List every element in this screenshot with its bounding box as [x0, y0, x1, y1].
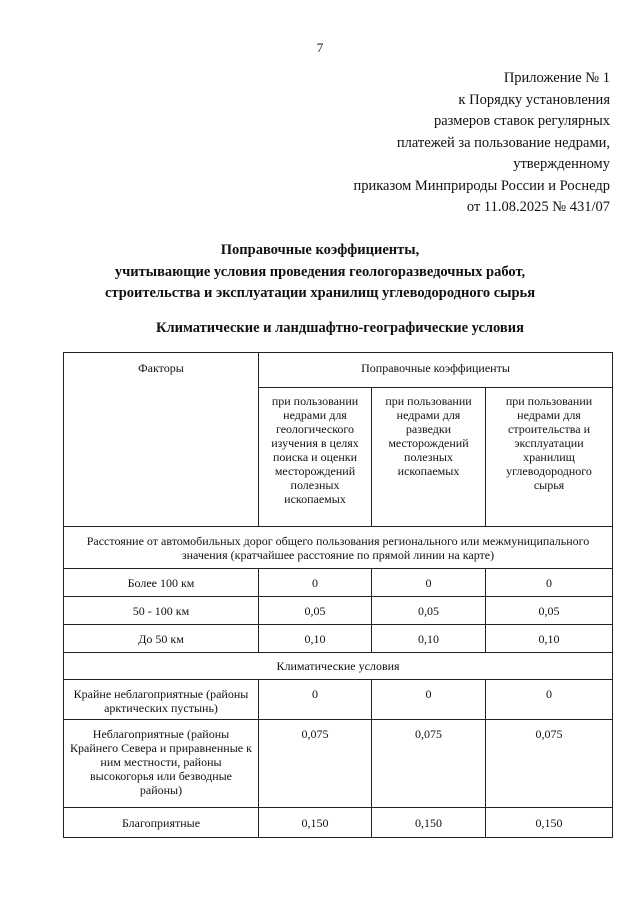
- appendix-line: приказом Минприроды России и Роснедр: [353, 177, 610, 194]
- row-value: 0,05: [372, 597, 486, 625]
- row-factor: Благоприятные: [64, 808, 259, 838]
- row-value: 0,075: [486, 720, 613, 808]
- row-value: 0,05: [486, 597, 613, 625]
- appendix-line: платежей за пользование недрами,: [396, 134, 610, 151]
- appendix-block: [290, 68, 610, 219]
- group-header-road-distance: Расстояние от автомобильных дорог общего пользования регионального или межмуниципального значения (кратчайшее расстояние по прямой линии на карте): [64, 527, 613, 569]
- group-header-climate: Климатические условия: [64, 653, 613, 680]
- appendix-line: к Порядку установления: [458, 91, 610, 108]
- appendix-line: Приложение № 1: [503, 70, 610, 86]
- section-title: Климатические и ландшафтно-географические условия: [156, 320, 524, 336]
- row-value: 0,10: [486, 625, 613, 653]
- coefficients-table: [63, 352, 613, 838]
- header-factors: Факторы: [64, 353, 259, 527]
- page-number: 7: [316, 40, 324, 55]
- row-value: 0: [259, 680, 372, 720]
- row-factor: Более 100 км: [64, 569, 259, 597]
- header-col-storage: при пользовании недрами для строительства и эксплуатации хранилищ углеводородного сырья: [486, 388, 613, 527]
- row-value: 0,075: [372, 720, 486, 808]
- row-value: 0: [259, 569, 372, 597]
- title-line: строительства и эксплуатации хранилищ углеводородного сырья: [104, 285, 536, 301]
- row-factor: Крайне неблагоприятные (районы арктических пустынь): [64, 680, 259, 720]
- row-value: 0,10: [372, 625, 486, 653]
- row-value: 0,10: [259, 625, 372, 653]
- row-value: 0: [486, 569, 613, 597]
- row-value: 0: [372, 569, 486, 597]
- header-col-prospecting: при пользовании недрами для разведки месторождений полезных ископаемых: [372, 388, 486, 527]
- title-line: Поправочные коэффициенты,: [220, 242, 420, 258]
- row-factor: 50 - 100 км: [64, 597, 259, 625]
- row-value: 0,150: [259, 808, 372, 838]
- title-line: учитывающие условия проведения геологоразведочных работ,: [114, 263, 526, 280]
- appendix-line: от 11.08.2025 № 431/07: [466, 199, 610, 215]
- appendix-line: размеров ставок регулярных: [434, 113, 610, 129]
- row-value: 0,150: [486, 808, 613, 838]
- appendix-line: утвержденному: [513, 156, 610, 172]
- row-value: 0,150: [372, 808, 486, 838]
- row-value: 0: [372, 680, 486, 720]
- row-factor: Неблагоприятные (районы Крайнего Севера и приравненные к ним местности, районы высокогорья или безводные районы): [64, 720, 259, 808]
- header-coefficients: Поправочные коэффициенты: [259, 353, 613, 388]
- row-factor: До 50 км: [64, 625, 259, 653]
- row-value: 0,05: [259, 597, 372, 625]
- row-value: 0,075: [259, 720, 372, 808]
- row-value: 0: [486, 680, 613, 720]
- document-title: [0, 240, 640, 305]
- header-col-exploration: при пользовании недрами для геологического изучения в целях поиска и оценки месторождений полезных ископаемых: [259, 388, 372, 527]
